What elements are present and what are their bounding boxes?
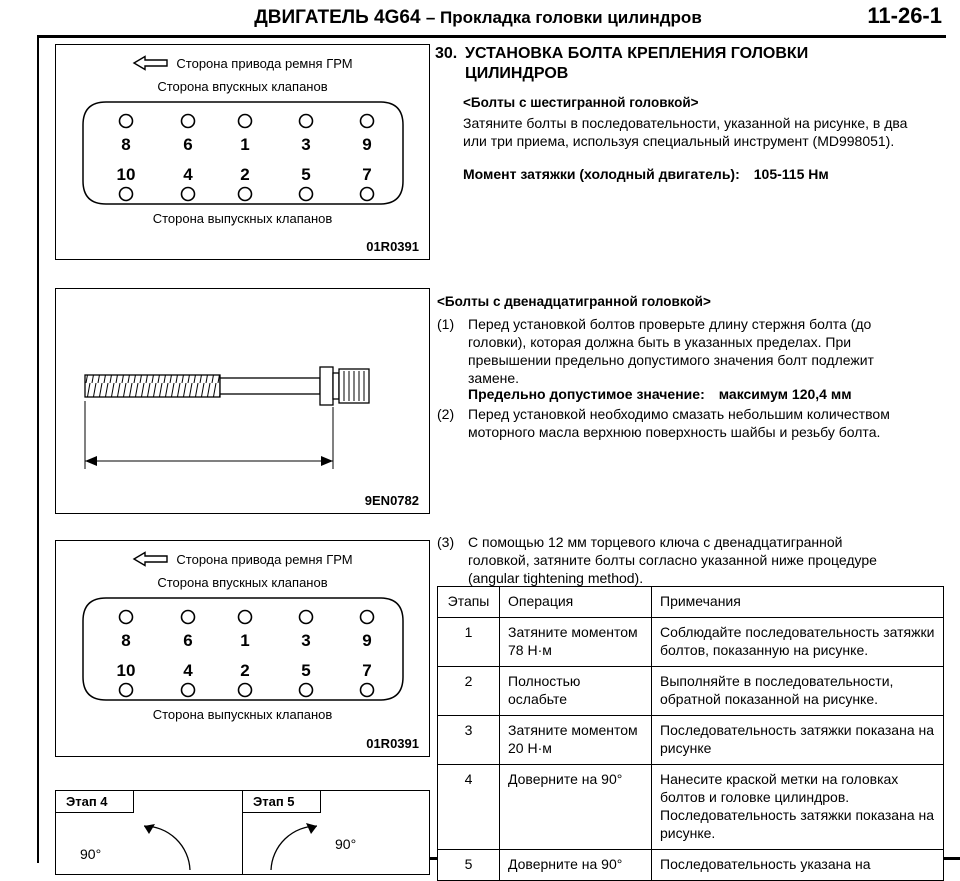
step4-label: Этап 4 xyxy=(56,791,134,813)
item-text: С помощью 12 мм торцевого ключа с двенадцатигранной головкой, затяните болты согласно указанной ниже процедуре (angular tightening method). xyxy=(468,534,877,586)
length-dimension xyxy=(85,401,333,469)
sequence-numbers-bottom xyxy=(116,165,371,184)
section-heading xyxy=(435,44,913,84)
step-number-cell: 1 xyxy=(438,618,500,667)
left-outline-arrow-icon xyxy=(132,55,168,71)
operation-cell: Доверните на 90° xyxy=(500,765,652,850)
bolt-hole xyxy=(119,188,132,201)
bolt-holes-bottom-row xyxy=(119,684,373,697)
limit-value: максимум 120,4 мм xyxy=(718,386,852,402)
notes-cell: Нанесите краской метки на головках болтов и головке цилиндров. Последовательность затяжки показана на рисунке. xyxy=(652,765,944,850)
page-title xyxy=(128,7,828,29)
page-number: 11-26-1 xyxy=(867,3,942,28)
tightening-procedure-table xyxy=(437,586,944,881)
bolt-thread xyxy=(85,375,220,397)
bolt-hole xyxy=(299,115,312,128)
notes-cell: Последовательность указана на xyxy=(652,850,944,881)
sequence-number: 3 xyxy=(300,631,311,650)
notes-cell: Соблюдайте последовательность затяжки болтов, показанную на рисунке. xyxy=(652,618,944,667)
bolt-hole xyxy=(181,188,194,201)
limit-label: Предельно допустимое значение: xyxy=(468,386,705,402)
table-row xyxy=(438,618,944,667)
bolt-hole xyxy=(238,684,251,697)
bolt-washer xyxy=(320,367,333,405)
sequence-number: 9 xyxy=(361,631,372,650)
sequence-numbers-top xyxy=(121,135,371,154)
table-row xyxy=(438,716,944,765)
figure-code: 9EN0782 xyxy=(364,493,419,508)
timing-belt-side-row xyxy=(56,551,429,567)
sequence-number: 10 xyxy=(116,165,135,184)
operation-cell: Затяните моментом 78 Н·м xyxy=(500,618,652,667)
item-number: (3) xyxy=(437,534,455,550)
angle-value: 90° xyxy=(80,846,102,862)
angle-value: 90° xyxy=(335,836,357,852)
sequence-number: 5 xyxy=(300,165,311,184)
sequence-number: 8 xyxy=(120,631,131,650)
bolt-hole xyxy=(238,188,251,201)
bolt-hole xyxy=(238,115,251,128)
step-number-cell: 2 xyxy=(438,667,500,716)
operation-cell: Доверните на 90° xyxy=(500,850,652,881)
table-wrapper xyxy=(437,586,944,881)
sequence-number: 4 xyxy=(182,661,193,680)
page-left-border xyxy=(37,35,39,863)
timing-belt-side-label: Сторона привода ремня ГРМ xyxy=(176,55,353,71)
list-item-2 xyxy=(437,405,907,441)
bolt-length-figure xyxy=(55,288,430,514)
torque-label: Момент затяжки (холодный двигатель): xyxy=(463,166,740,182)
cylinder-head-diagram xyxy=(78,97,408,209)
torque-value: 105-115 Нм xyxy=(753,166,829,182)
bolt-hole xyxy=(181,115,194,128)
bolt-hole xyxy=(181,611,194,624)
exhaust-side-label: Сторона выпускных клапанов xyxy=(152,707,333,722)
angle-arc xyxy=(144,826,190,870)
angle-tightening-steps-figure xyxy=(55,790,430,875)
step-number-cell: 4 xyxy=(438,765,500,850)
sequence-number: 2 xyxy=(239,661,250,680)
item-number: (2) xyxy=(437,406,455,422)
sequence-number: 2 xyxy=(239,165,250,184)
bolt-hole xyxy=(360,684,373,697)
sequence-numbers-top xyxy=(121,631,371,650)
chapter-title: – Прокладка головки цилиндров xyxy=(425,8,702,27)
notes-cell: Последовательность затяжки показана на рисунке xyxy=(652,716,944,765)
bolt-hole xyxy=(119,611,132,624)
item-text: Перед установкой болтов проверьте длину стержня болта (до головки), которая должна быть в указанных пределах. При превышении предельно допустимого значения болт подлежит замене. xyxy=(468,316,874,386)
list-item-3 xyxy=(437,533,907,587)
bolt-neck xyxy=(333,373,339,399)
operation-cell: Полностью ослабьте xyxy=(500,667,652,716)
bolt-hole xyxy=(360,611,373,624)
bolt-shank xyxy=(220,378,320,394)
sequence-number: 5 xyxy=(300,661,311,680)
sequence-number: 7 xyxy=(361,661,372,680)
sequence-number: 4 xyxy=(182,165,193,184)
sequence-number: 3 xyxy=(300,135,311,154)
intake-side-label: Сторона впускных клапанов xyxy=(157,79,328,94)
torque-spec xyxy=(463,165,829,183)
sequence-number: 1 xyxy=(239,135,250,154)
sequence-number: 6 xyxy=(182,631,193,650)
column-header-operation: Операция xyxy=(500,587,652,618)
tightening-sequence-figure-1 xyxy=(55,44,430,260)
list-item-1 xyxy=(437,315,885,387)
page-header xyxy=(38,0,946,38)
exhaust-side-label: Сторона выпускных клапанов xyxy=(152,211,333,226)
bolt-hole xyxy=(360,188,373,201)
bolt-hole xyxy=(299,611,312,624)
step4-panel xyxy=(56,791,242,874)
step-number-cell: 5 xyxy=(438,850,500,881)
intake-side-label: Сторона впускных клапанов xyxy=(157,575,328,590)
twelve-point-bolts-heading: <Болты с двенадцатигранной головкой> xyxy=(437,294,711,309)
bolt-hole xyxy=(181,684,194,697)
bolt-holes-top-row xyxy=(119,611,373,624)
bolt-hole xyxy=(238,611,251,624)
arc-arrowhead xyxy=(306,823,317,834)
bolt-holes-top-row xyxy=(119,115,373,128)
item-number: (1) xyxy=(437,316,455,332)
tightening-sequence-figure-2 xyxy=(55,540,430,757)
sequence-number: 1 xyxy=(239,631,250,650)
column-header-notes: Примечания xyxy=(652,587,944,618)
section-number: 30. xyxy=(435,45,458,62)
table-row xyxy=(438,667,944,716)
sequence-number: 6 xyxy=(182,135,193,154)
section-title: УСТАНОВКА БОЛТА КРЕПЛЕНИЯ ГОЛОВКИ ЦИЛИНДРОВ xyxy=(465,45,809,82)
bolt-hole xyxy=(119,684,132,697)
step-number-cell: 3 xyxy=(438,716,500,765)
angle-arc xyxy=(271,826,317,870)
sequence-number: 8 xyxy=(120,135,131,154)
figure-code: 01R0391 xyxy=(366,736,419,751)
column-header-steps: Этапы xyxy=(438,587,500,618)
bolt-hole xyxy=(299,188,312,201)
limit-spec xyxy=(468,385,852,403)
head-bolt-diagram xyxy=(73,317,413,487)
sequence-number: 10 xyxy=(116,661,135,680)
engine-title: ДВИГАТЕЛЬ 4G64 xyxy=(254,7,421,28)
sequence-number: 9 xyxy=(361,135,372,154)
bolt-hole xyxy=(119,115,132,128)
notes-cell: Выполняйте в последовательности, обратной показанной на рисунке. xyxy=(652,667,944,716)
item-text: Перед установкой необходимо смазать небольшим количеством моторного масла верхнюю поверхность шайбы и резьбу болта. xyxy=(468,406,890,440)
dimension-arrowhead-left xyxy=(85,456,97,466)
step5-panel xyxy=(242,791,429,874)
bolt-hole xyxy=(360,115,373,128)
table-header-row xyxy=(438,587,944,618)
timing-belt-side-label: Сторона привода ремня ГРМ xyxy=(176,551,353,567)
left-outline-arrow-icon xyxy=(132,551,168,567)
operation-cell: Затяните моментом 20 Н·м xyxy=(500,716,652,765)
hex-bolts-paragraph: Затяните болты в последовательности, указанной на рисунке, в два или три приема, используя специальный инструмент (MD998051). xyxy=(463,115,908,149)
step4-angle-diagram xyxy=(62,817,222,872)
table-row xyxy=(438,850,944,881)
hex-bolts-heading: <Болты с шестигранной головкой> xyxy=(463,95,699,110)
bolt-holes-bottom-row xyxy=(119,188,373,201)
step5-angle-diagram xyxy=(249,817,409,872)
dimension-arrowhead-right xyxy=(321,456,333,466)
step5-label: Этап 5 xyxy=(243,791,321,813)
sequence-number: 7 xyxy=(361,165,372,184)
timing-belt-side-row xyxy=(56,55,429,71)
bolt-hole xyxy=(299,684,312,697)
cylinder-head-diagram xyxy=(78,593,408,705)
figure-code: 01R0391 xyxy=(366,239,419,254)
table-row xyxy=(438,765,944,850)
sequence-numbers-bottom xyxy=(116,661,371,680)
